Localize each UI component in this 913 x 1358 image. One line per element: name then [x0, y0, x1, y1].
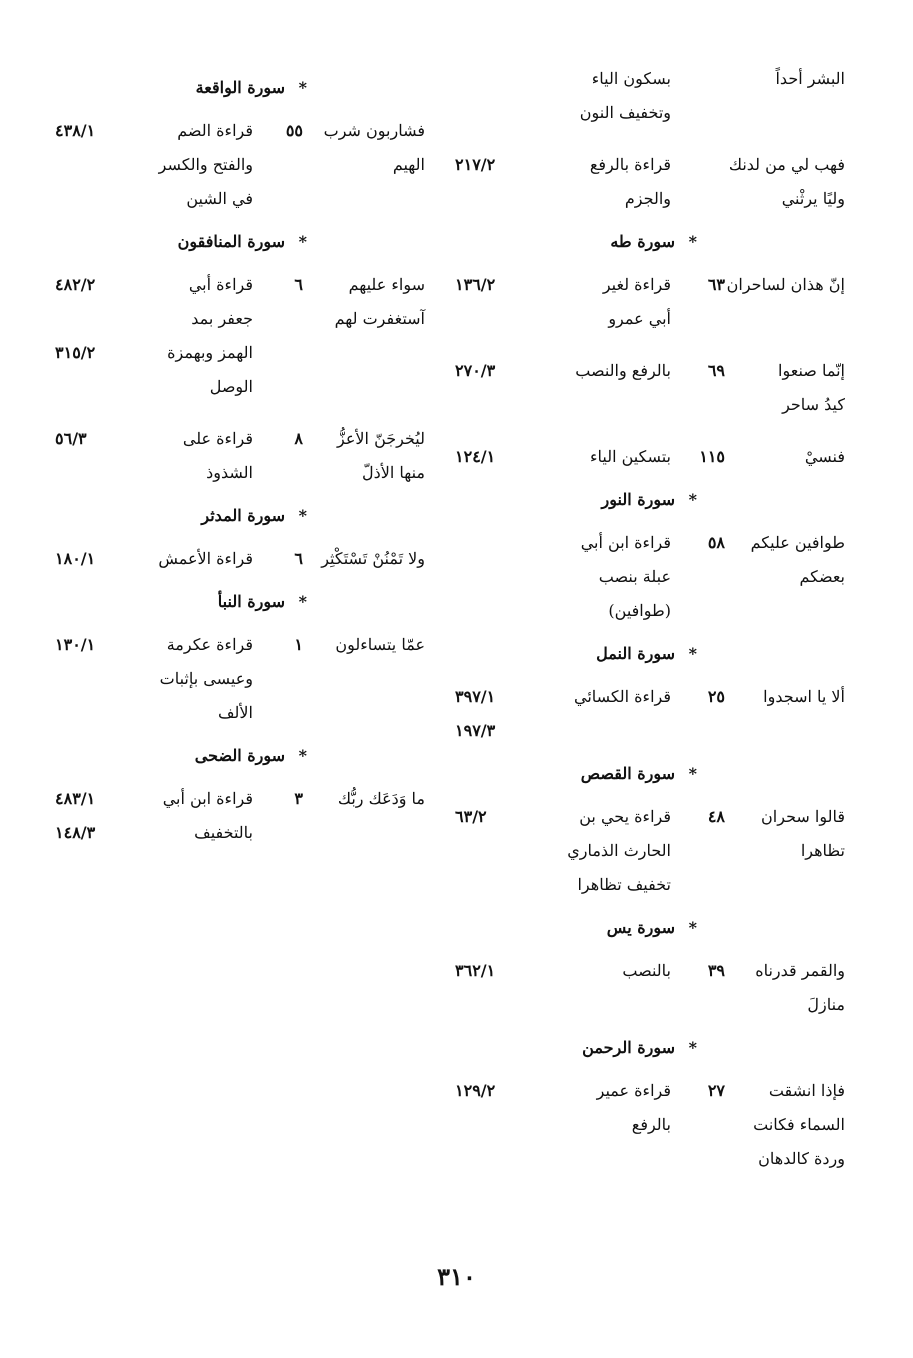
volume-page-reference: ٣٩٧/١ [455, 687, 496, 706]
entry-spacer [45, 404, 425, 422]
index-entry [455, 526, 845, 628]
bullet-star-icon: * [688, 918, 697, 937]
reading-note: وتخفيف النون [579, 103, 671, 122]
reading-note: جعفر بمد [191, 309, 253, 328]
sura-name: سورة الضحى [194, 746, 285, 765]
reading-note: أبي عمرو [608, 309, 671, 328]
sura-heading [45, 62, 425, 114]
entry-line [455, 526, 845, 560]
entry-line [45, 782, 425, 816]
reading-note: والجزم [624, 189, 671, 208]
entry-line [455, 388, 845, 422]
reading-note: قراءة يحي بن [579, 807, 671, 826]
entry-line [45, 336, 425, 370]
reading-note: قراءة لغير [602, 275, 671, 294]
entry-line [455, 1142, 845, 1176]
sura-name: سورة طه [610, 232, 675, 251]
verse-text: منها الأذلّ [361, 463, 425, 482]
verse-number: ٦ [294, 275, 303, 294]
reading-note: قراءة على [182, 429, 253, 448]
sura-heading [45, 216, 425, 268]
verse-text: قالوا سحران [761, 807, 845, 826]
sura-heading [455, 474, 845, 526]
entry-line [45, 114, 425, 148]
sura-heading [45, 730, 425, 782]
verse-text: فنسيْ [804, 447, 845, 466]
index-entry [45, 628, 425, 730]
verse-number: ٢٥ [707, 687, 725, 706]
verse-text: ولا تَمْنُنْ تَسْتَكْثِر [321, 549, 425, 568]
bullet-star-icon: * [688, 490, 697, 509]
verse-number: ٦ [294, 549, 303, 568]
sura-heading [455, 748, 845, 800]
verse-text: إنّما صنعوا [778, 361, 845, 380]
left-column [45, 62, 425, 850]
sura-heading [455, 628, 845, 680]
volume-page-reference: ٢١٧/٢ [455, 155, 496, 174]
index-entry [455, 680, 845, 748]
sura-name: سورة المدثر [201, 506, 285, 525]
verse-number: ٥٨ [707, 533, 725, 552]
sura-heading [455, 1022, 845, 1074]
entry-line [45, 542, 425, 576]
verse-text: الهيم [392, 155, 425, 174]
volume-page-reference: ٥٦/٣ [55, 429, 87, 448]
entry-line [455, 440, 845, 474]
entry-line [45, 456, 425, 490]
entry-line [45, 370, 425, 404]
reading-note: قراءة ابن أبي [162, 789, 253, 808]
verse-text: وليًا يرثْني [781, 189, 845, 208]
index-entry [455, 354, 845, 422]
sura-heading [45, 576, 425, 628]
index-entry [455, 268, 845, 336]
reading-note: في الشين [186, 189, 253, 208]
page-number: ٣١٠ [437, 1262, 476, 1291]
verse-number: ٤٨ [707, 807, 725, 826]
verse-text: ألا يا اسجدوا [763, 687, 845, 706]
volume-page-reference: ١٣٦/٢ [455, 275, 496, 294]
bullet-star-icon: * [688, 1038, 697, 1057]
verse-number: ١١٥ [699, 447, 725, 466]
sura-name: سورة النبأ [217, 592, 285, 611]
entry-spacer [455, 422, 845, 440]
volume-page-reference: ١٢٤/١ [455, 447, 496, 466]
verse-number: ٥٥ [285, 121, 303, 140]
sura-name: سورة المنافقون [177, 232, 285, 251]
reading-note: قراءة الضم [177, 121, 253, 140]
verse-number: ٣ [294, 789, 303, 808]
entry-line [45, 422, 425, 456]
volume-page-reference: ١٤٨/٣ [55, 823, 96, 842]
sura-name: سورة الواقعة [195, 78, 285, 97]
entry-line [455, 62, 845, 96]
reading-note: بسكون الياء [591, 69, 671, 88]
reading-note: بالنصب [622, 961, 671, 980]
entry-line [455, 594, 845, 628]
entry-line [455, 560, 845, 594]
entry-line [455, 1074, 845, 1108]
verse-text: فهب لي من لدنك [728, 155, 845, 174]
reading-note: الشذوذ [206, 463, 253, 482]
volume-page-reference: ٤٨٢/٢ [55, 275, 96, 294]
verse-text: منازلَ [807, 995, 845, 1014]
entry-spacer [455, 336, 845, 354]
index-entry [45, 422, 425, 490]
bullet-star-icon: * [688, 232, 697, 251]
sura-name: سورة النور [601, 490, 675, 509]
index-entry [45, 268, 425, 404]
entry-line [455, 868, 845, 902]
verse-number: ٣٩ [707, 961, 725, 980]
verse-text: إنّ هذان لساحران [726, 275, 845, 294]
entry-line [45, 628, 425, 662]
bullet-star-icon: * [688, 764, 697, 783]
bullet-star-icon: * [298, 506, 307, 525]
reading-note: قراءة بالرفع [589, 155, 671, 174]
right-column [455, 62, 845, 1176]
entry-line [45, 302, 425, 336]
entry-line [45, 148, 425, 182]
verse-text: ما وَدَعَك ربُّك [337, 789, 425, 808]
volume-page-reference: ٦٣/٢ [455, 807, 487, 826]
sura-heading [45, 490, 425, 542]
entry-spacer [455, 130, 845, 148]
verse-text: آستغفرت لهم [334, 309, 425, 328]
reading-note: عبلة بنصب [598, 567, 671, 586]
bullet-star-icon: * [688, 644, 697, 663]
reading-note: الوصل [209, 377, 253, 396]
volume-page-reference: ١٢٩/٢ [455, 1081, 496, 1100]
verse-text: سواء عليهم [348, 275, 425, 294]
volume-page-reference: ٣١٥/٢ [55, 343, 96, 362]
reading-note: بالرفع والنصب [575, 361, 671, 380]
volume-page-reference: ١٣٠/١ [55, 635, 96, 654]
bullet-star-icon: * [298, 592, 307, 611]
verse-text: فإذا انشقت [768, 1081, 845, 1100]
entry-line [455, 714, 845, 748]
index-entry [455, 800, 845, 902]
reading-note: تخفيف تظاهرا [577, 875, 671, 894]
index-entry [45, 542, 425, 576]
verse-text: وردة كالدهان [758, 1149, 845, 1168]
volume-page-reference: ٣٦٢/١ [455, 961, 496, 980]
sura-heading [455, 902, 845, 954]
bullet-star-icon: * [298, 746, 307, 765]
entry-line [455, 268, 845, 302]
verse-number: ٦٩ [707, 361, 725, 380]
entry-line [455, 834, 845, 868]
reading-note: قراءة عكرمة [166, 635, 253, 654]
reading-note: وعيسى بإثبات [159, 669, 253, 688]
verse-text: تظاهرا [800, 841, 845, 860]
volume-page-reference: ٢٧٠/٣ [455, 361, 496, 380]
verse-text: والقمر قدرناه [755, 961, 845, 980]
index-entry [455, 148, 845, 216]
reading-note: بالتخفيف [194, 823, 253, 842]
verse-number: ٢٧ [707, 1081, 725, 1100]
sura-heading [455, 216, 845, 268]
sura-name: سورة يس [606, 918, 675, 937]
bullet-star-icon: * [298, 232, 307, 251]
volume-page-reference: ١٩٧/٣ [455, 721, 496, 740]
entry-line [455, 988, 845, 1022]
verse-number: ٨ [294, 429, 303, 448]
entry-line [455, 800, 845, 834]
verse-text: السماء فكانت [753, 1115, 845, 1134]
verse-number: ٦٣ [707, 275, 725, 294]
verse-text: طوافين عليكم [750, 533, 845, 552]
reading-note: قراءة عمير [596, 1081, 671, 1100]
verse-text: ليُخرجَنّ الأعزُّ [337, 429, 425, 448]
reading-note: قراءة الكسائي [573, 687, 671, 706]
sura-name: سورة الرحمن [582, 1038, 675, 1057]
entry-line [455, 96, 845, 130]
verse-number: ١ [294, 635, 303, 654]
index-entry [45, 114, 425, 216]
entry-line [45, 182, 425, 216]
verse-text: كيدُ ساحر [782, 395, 845, 414]
reading-note: بتسكين الياء [589, 447, 671, 466]
entry-line [455, 354, 845, 388]
index-entry [455, 954, 845, 1022]
entry-line [455, 954, 845, 988]
index-entry [45, 782, 425, 850]
entry-line [455, 148, 845, 182]
index-entry [455, 62, 845, 130]
verse-text: البشر أحداً [775, 69, 845, 88]
volume-page-reference: ٤٣٨/١ [55, 121, 96, 140]
entry-line [455, 182, 845, 216]
reading-note: الهمز وبهمزة [167, 343, 253, 362]
reading-note: (طوافين) [608, 601, 671, 620]
volume-page-reference: ٤٨٣/١ [55, 789, 96, 808]
index-entry [455, 1074, 845, 1176]
volume-page-reference: ١٨٠/١ [55, 549, 96, 568]
reading-note: الألف [217, 703, 253, 722]
sura-name: سورة النمل [596, 644, 675, 663]
verse-text: فشاربون شرب [323, 121, 425, 140]
reading-note: والفتح والكسر [158, 155, 253, 174]
bullet-star-icon: * [298, 78, 307, 97]
index-entry [455, 440, 845, 474]
reading-note: الحارث الذماري [567, 841, 671, 860]
entry-line [45, 662, 425, 696]
reading-note: قراءة الأعمش [158, 549, 253, 568]
reading-note: قراءة ابن أبي [580, 533, 671, 552]
entry-line [455, 302, 845, 336]
entry-line [45, 268, 425, 302]
verse-text: بعضكم [799, 567, 845, 586]
reading-note: قراءة أبي [188, 275, 253, 294]
sura-name: سورة القصص [580, 764, 675, 783]
entry-line [455, 1108, 845, 1142]
reading-note: بالرفع [631, 1115, 671, 1134]
verse-text: عمّا يتساءلون [335, 635, 425, 654]
entry-line [45, 816, 425, 850]
entry-line [45, 696, 425, 730]
entry-line [455, 680, 845, 714]
